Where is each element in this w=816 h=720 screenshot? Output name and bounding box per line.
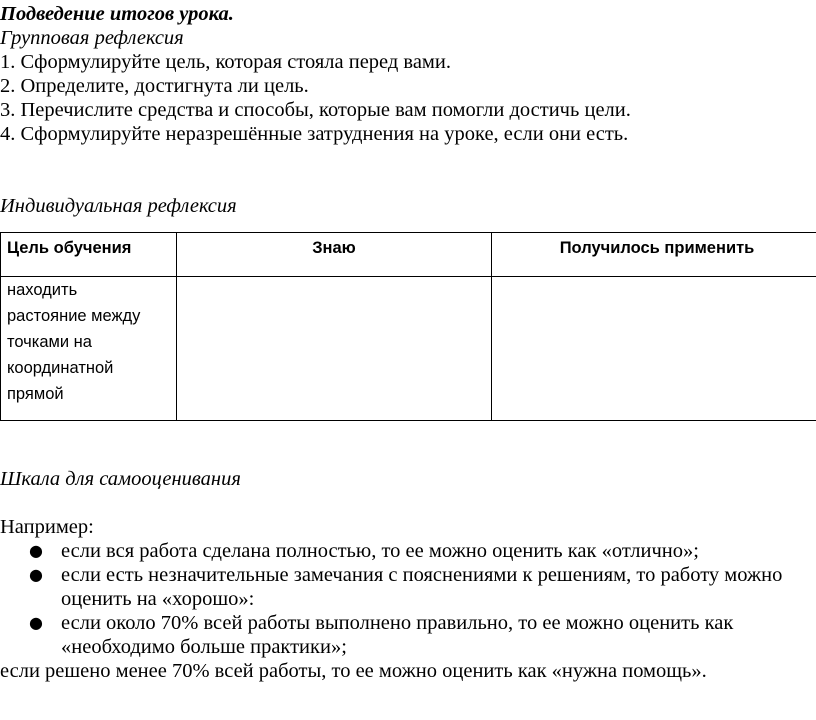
- group-item-2: 2. Определите, достигнута ли цель.: [0, 75, 309, 97]
- last-assessment-line: если решено менее 70% всей работы, то ее можно оценить как «нужна помощь».: [0, 660, 707, 682]
- spacer: [0, 146, 816, 194]
- bullet-dot-icon: ●: [29, 613, 43, 632]
- bullet-dot-icon: ●: [29, 565, 43, 584]
- cell-goal-line: координатной: [7, 359, 114, 377]
- list-item-text: если около 70% всей работы выполнено правильно, то ее можно оценить как: [61, 612, 734, 634]
- page-heading: Подведение итогов урока.: [0, 3, 234, 25]
- individual-reflection-title: Индивидуальная рефлексия: [0, 195, 237, 217]
- header-applied: Получилось применить: [492, 233, 816, 277]
- self-assessment-title: Шкала для самооценивания: [0, 468, 241, 490]
- list-item-text: если вся работа сделана полностью, то ее можно оценить как «отлично»;: [61, 540, 699, 562]
- cell-applied: [492, 277, 816, 421]
- table-row: [1, 277, 816, 421]
- assessment-list: [0, 539, 816, 659]
- group-item-3: 3. Перечислите средства и способы, которые вам помогли достичь цели.: [0, 99, 631, 121]
- table-header-row: [1, 233, 816, 277]
- list-item: [0, 563, 816, 611]
- group-item-4: 4. Сформулируйте неразрешённые затруднения на уроке, если они есть.: [0, 123, 629, 145]
- list-item: [0, 539, 816, 563]
- group-reflection-title: Групповая рефлексия: [0, 27, 184, 49]
- cell-know: [177, 277, 492, 421]
- cell-goal-line: находить: [7, 281, 78, 299]
- list-item-text: «необходимо больше практики»;: [61, 636, 347, 658]
- cell-goal-line: точками на: [7, 333, 92, 351]
- list-item-text: если есть незначительные замечания с пояснениями к решениям, то работу можно: [61, 564, 783, 586]
- cell-goal-line: прямой: [7, 385, 64, 403]
- reflection-table: [0, 232, 816, 421]
- list-item-text: оценить на «хорошо»:: [61, 588, 255, 610]
- header-goal: Цель обучения: [1, 233, 177, 277]
- spacer: [0, 421, 816, 467]
- cell-goal-line: растояние между: [7, 307, 141, 325]
- group-item-1: 1. Сформулируйте цель, которая стояла перед вами.: [0, 51, 451, 73]
- bullet-dot-icon: ●: [29, 541, 43, 560]
- example-intro: Например:: [0, 516, 94, 538]
- header-know: Знаю: [177, 233, 492, 277]
- cell-goal: [1, 277, 177, 421]
- spacer: [0, 491, 816, 515]
- list-item: [0, 611, 816, 659]
